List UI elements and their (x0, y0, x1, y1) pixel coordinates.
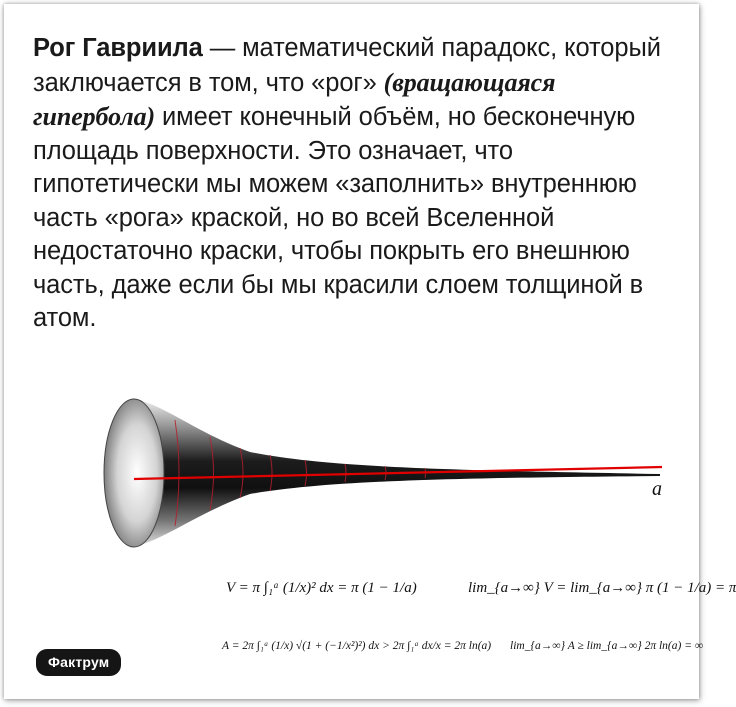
article-title: Рог Гавриила (33, 34, 203, 62)
brand-logo[interactable]: Фактрум (36, 649, 121, 676)
area-formula: A = 2π ∫₁ᵃ (1/x) √(1 + (−1/x²)²) dx > 2π ∫₁ᵃ dx/x = 2π ln(a) (222, 640, 492, 652)
volume-limit-formula: lim_{a→∞} V = lim_{a→∞} π (1 − 1/a) = π (468, 580, 736, 596)
article-intro: — математический парадокс, который заключается в том, что «рог» (33, 34, 661, 97)
article-italic: (вращающаяся гипербола) (33, 67, 556, 131)
axis-label: a (652, 478, 662, 500)
article-body: имеет конечный объём, но бесконечную площадь поверхности. Это означает, что гипотетически мы можем «заполнить» внутреннюю часть «рога» краской, но во всей Вселенной недостаточно краски, чтобы покрыть его внешнюю часть, даже если бы мы красили слоем толщиной в атом. (33, 103, 644, 332)
volume-formula: V = π ∫₁ᵃ (1/x)² dx = π (1 − 1/a) (226, 580, 417, 596)
area-limit-formula: lim_{a→∞} A ≥ lim_{a→∞} 2π ln(a) = ∞ (510, 640, 704, 652)
